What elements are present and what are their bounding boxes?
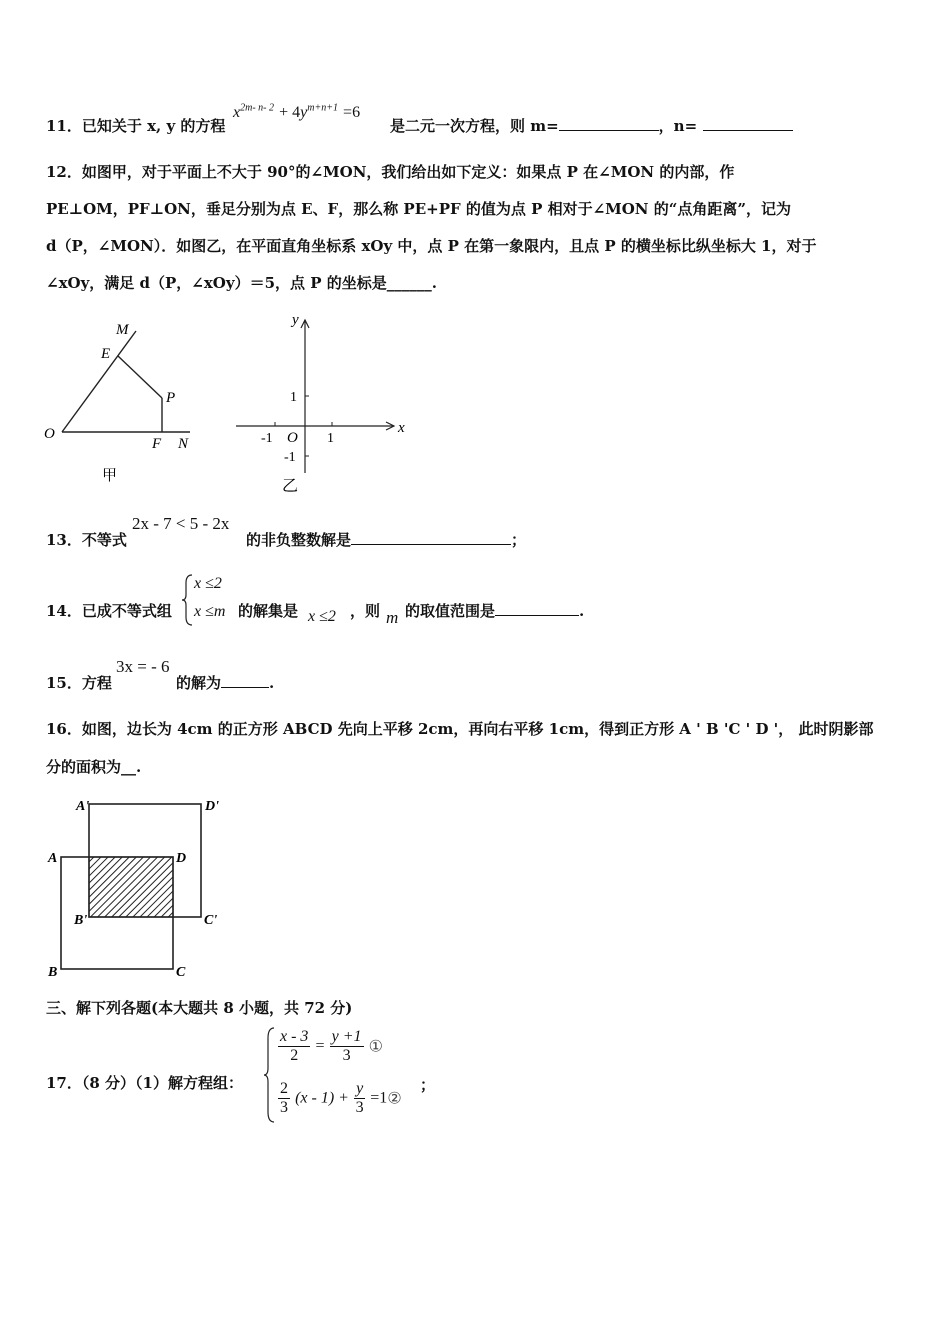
label-B1: B' <box>74 913 88 928</box>
q17-eq1-num-left: x - 3 <box>280 1028 309 1045</box>
q17-eq2-num-a: 2 <box>280 1080 288 1097</box>
q15-tail-line <box>176 673 274 693</box>
q14-mid2: ，则 <box>350 602 381 620</box>
label-F: F <box>152 436 162 452</box>
label-y: y <box>292 312 299 328</box>
q17-end: ； <box>420 1076 436 1094</box>
label-B: B <box>48 965 58 980</box>
label-N: N <box>178 436 189 452</box>
q17-eq2-frac-b <box>354 1080 365 1117</box>
q17-eq2-rhs: =1 <box>370 1089 388 1107</box>
label-origin: O <box>287 430 298 446</box>
q11-eq-x: x <box>233 104 241 121</box>
label-A: A <box>48 851 58 866</box>
q17-eq1-den-right: 3 <box>342 1047 351 1064</box>
q14-number: 14． <box>46 602 82 620</box>
q17-eq2-mark: ② <box>387 1090 402 1108</box>
label-tick-x-pos: 1 <box>327 431 334 446</box>
q13-tail-line <box>246 530 526 550</box>
caption-yi: 乙 <box>282 478 299 495</box>
q11-number: 11． <box>46 117 82 135</box>
q17-brace <box>264 1026 276 1124</box>
q16-text-1: 如图，边长为 4cm 的正方形 ABCD 先向上平移 2cm，再向右平移 1cm，得到正方形 A ' B 'C ' D '， 此时阴影部 <box>81 720 874 738</box>
q17-number: 17． <box>46 1074 82 1092</box>
figure-yi <box>228 308 418 498</box>
label-C1: C' <box>204 913 218 928</box>
q15-lead: 方程 <box>81 674 112 692</box>
section-3-title: 三、解下列各题(本大题共 8 小题，共 72 分) <box>46 999 353 1017</box>
q17-eq1 <box>278 1028 383 1065</box>
q15-end: . <box>269 674 275 692</box>
q13-number: 13． <box>46 531 82 549</box>
q13-tail: 的非负整数解是 <box>246 531 352 549</box>
q14-system-2: x ≤m <box>194 603 226 620</box>
q14-end: . <box>579 602 585 620</box>
q14-brace <box>182 573 194 627</box>
label-x: x <box>398 420 405 436</box>
q15-blank[interactable] <box>221 673 269 688</box>
shaded-region <box>89 857 173 917</box>
q17-eq1-mark: ① <box>368 1038 383 1056</box>
q16-number: 16． <box>46 720 82 738</box>
q17-eq1-den-left: 2 <box>290 1047 299 1064</box>
q11-tail-line <box>390 116 793 136</box>
q17-eq2-frac-a <box>278 1080 290 1117</box>
label-tick-x-neg: -1 <box>261 431 273 446</box>
q15-line <box>46 673 112 693</box>
q14-blank[interactable] <box>495 601 579 616</box>
q11-eq-x-exp: 2m- n- 2 <box>240 102 274 114</box>
q14-mid: 的解集是 <box>238 602 299 620</box>
q13-inequality: 2x - 7 < 5 - 2x <box>132 514 230 533</box>
q13-blank[interactable] <box>351 530 511 545</box>
ray-OM <box>62 331 136 432</box>
q17-eq1-num-right: y +1 <box>331 1028 362 1045</box>
q11-blank-n[interactable] <box>703 116 793 131</box>
q16-line-2: 分的面积为__. <box>46 758 142 776</box>
q17-eq2-den-a: 3 <box>280 1099 288 1116</box>
q12-line-3: d（P，∠MON）．如图乙，在平面直角坐标系 xOy 中，点 P 在第一象限内，且点 P 的横坐标比纵坐标大 1，对于 <box>46 237 817 255</box>
q11-sep: ，n= <box>658 117 698 135</box>
figure-q16 <box>40 790 240 985</box>
q11-eq-rhs: =6 <box>343 104 361 121</box>
q13-lead: 不等式 <box>81 531 127 549</box>
label-M: M <box>116 322 129 338</box>
q17-eq2-num-b: y <box>356 1080 364 1097</box>
q12-line-1 <box>46 162 734 182</box>
caption-jia: 甲 <box>102 468 118 484</box>
q17-eq2 <box>278 1080 402 1117</box>
q14-solution: x ≤2 <box>308 608 336 625</box>
label-D1: D' <box>205 799 219 814</box>
q15-number: 15． <box>46 674 82 692</box>
q13-line <box>46 530 127 550</box>
label-tick-y-pos: 1 <box>290 390 297 405</box>
q11-tail: 是二元一次方程，则 m= <box>390 117 559 135</box>
label-D: D <box>176 851 187 866</box>
q11-line <box>46 116 225 136</box>
q12-line-2: PE⊥OM，PF⊥ON，垂足分别为点 E、F，那么称 PE+PF 的值为点 P 相对于∠MON 的“点角距离”，记为 <box>46 200 792 218</box>
q14-tail-line <box>405 601 584 621</box>
q11-eq-y: y <box>300 104 308 121</box>
q17-line <box>46 1073 243 1093</box>
label-P: P <box>166 390 176 406</box>
q17-eq1-frac-left <box>278 1028 310 1065</box>
q11-eq-y-exp: m+n+1 <box>307 102 338 114</box>
label-tick-y-neg: -1 <box>284 450 296 465</box>
q13-end: ； <box>511 531 527 549</box>
q15-tail: 的解为 <box>176 674 222 692</box>
segment-PE <box>118 356 162 398</box>
q11-lead: 已知关于 x, y 的方程 <box>81 117 226 135</box>
q16-line-1 <box>46 719 874 739</box>
q14-system-1: x ≤2 <box>194 575 222 592</box>
q12-number: 12． <box>46 163 82 181</box>
q17-eq2-mid: (x - 1) + <box>295 1089 349 1107</box>
q14-var-m: m <box>386 608 399 627</box>
q14-lead: 已成不等式组 <box>81 602 172 620</box>
label-A1: A' <box>76 799 90 814</box>
q11-blank-m[interactable] <box>559 116 659 131</box>
q17-eq1-equals: = <box>315 1037 325 1055</box>
q12-text-1: 如图甲，对于平面上不大于 90°的∠MON，我们给出如下定义：如果点 P 在∠MON 的内部，作 <box>81 163 735 181</box>
q17-eq1-frac-right <box>330 1028 364 1065</box>
q12-line-4: ∠xOy，满足 d（P，∠xOy）＝5，点 P 的坐标是______. <box>46 274 437 292</box>
q11-equation <box>233 102 360 122</box>
label-O: O <box>44 426 55 442</box>
q14-tail: 的取值范围是 <box>405 602 496 620</box>
q17-lead: （8 分）（1）解方程组： <box>81 1074 243 1092</box>
q11-eq-plus: + 4 <box>279 104 301 121</box>
figure-jia <box>40 318 210 493</box>
q14-line <box>46 601 172 621</box>
label-E: E <box>101 346 111 362</box>
q17-eq2-den-b: 3 <box>355 1099 364 1116</box>
q15-equation: 3x = - 6 <box>116 657 170 676</box>
label-C: C <box>176 965 186 980</box>
